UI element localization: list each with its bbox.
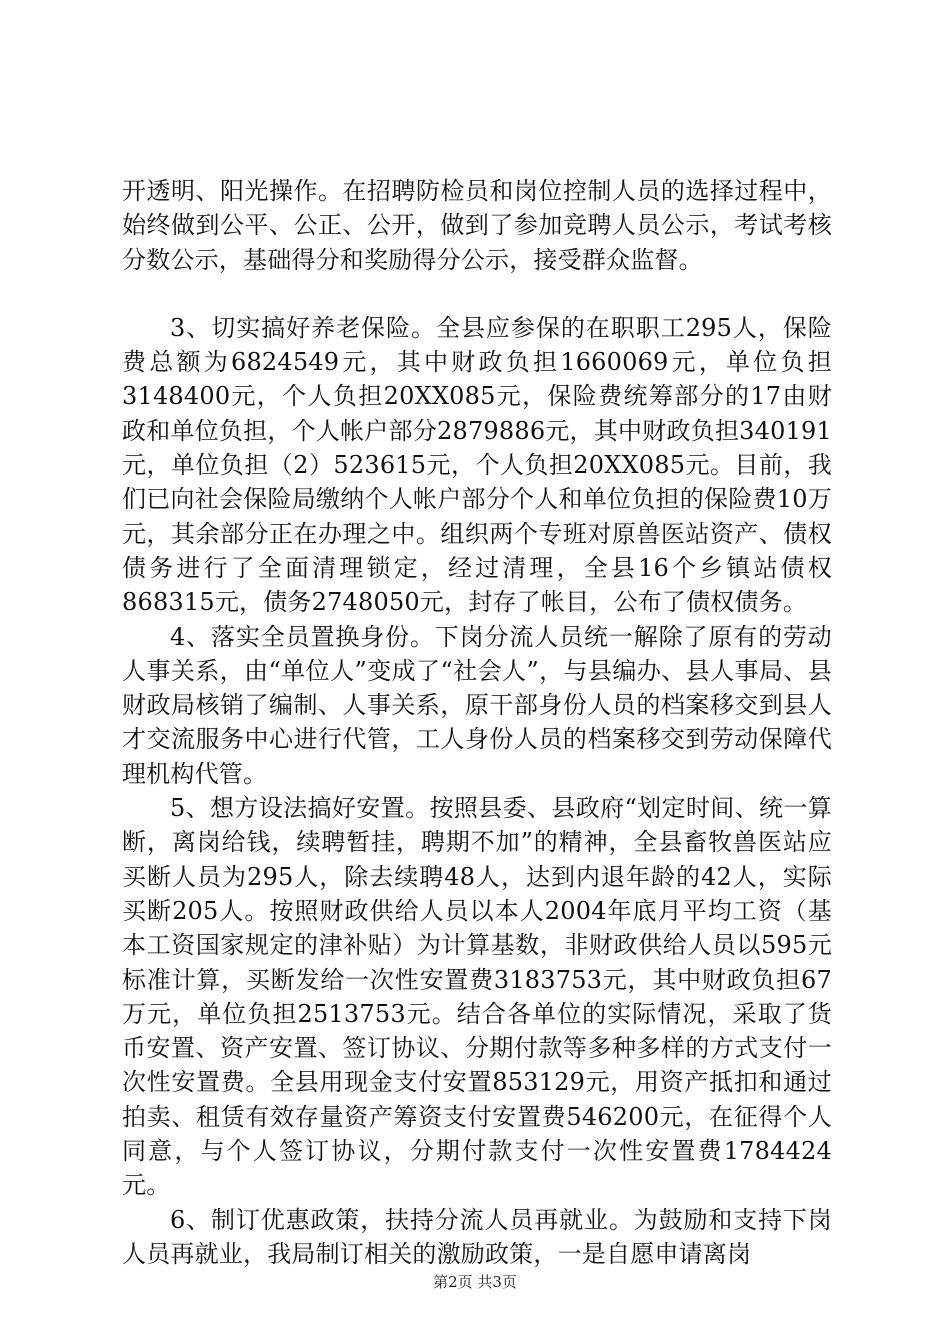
paragraph-identity-replacement: 4、落实全员置换身份。下岗分流人员统一解除了原有的劳动人事关系，由“单位人”变成了“社会人”，与县编办、县人事局、县财政局核销了编制、人事关系，原干部身份人员的档案移交到县人才交流服务中心进行代管，工人身份人员的档案移交到劳动保障代理机构代管。 — [122, 622, 832, 788]
paragraph-resettlement: 5、想方设法搞好安置。按照县委、县政府“划定时间、统一算断，离岗给钱，续聘暂挂，聘期不加”的精神，全县畜牧兽医站应买断人员为295人，除去续聘48人，达到内退年龄的42人，实际买断205人。按照财政供给人员以本人2004年底月平均工资（基本工资国家规定的津补贴）为计算基数，非财政供给人员以595元标准计算，买断发给一次性安置费3183753元，其中财政负担67万元，单位负担2513753元。结合各单位的实际情况，采取了货币安置、资产安置、签订协议、分期付款等多种多样的方式支付一次性安置费。全县用现金支付安置853129元，用资产抵扣和通过拍卖、租赁有效存量资产筹资支付安置费546200元，在征得个人同意，与个人签订协议，分期付款支付一次性安置费1784424元。 — [122, 794, 832, 1200]
page-number-footer: 第2页 共3页 — [433, 1273, 517, 1291]
document-body — [122, 174, 832, 1271]
paragraph-continuation: 开透明、阳光操作。在招聘防检员和岗位控制人员的选择过程中，始终做到公平、公正、公开，做到了参加竞聘人员公示，考试考核分数公示，基础得分和奖励得分公示，接受群众监督。 — [122, 177, 832, 274]
paragraph-pension-insurance: 3、切实搞好养老保险。全县应参保的在职职工295人，保险费总额为6824549元，其中财政负担1660069元，单位负担3148400元，个人负担20XX085元，保险费统筹部分的17由财政和单位负担，个人帐户部分2879886元，其中财政负担340191元，单位负担（2）523615元，个人负担20XX085元。目前，我们已向社会保险局缴纳个人帐户部分个人和单位负担的保险费10万元，其余部分正在办理之中。组织两个专班对原兽医站资产、债权债务进行了全面清理锁定，经过清理，全县16个乡镇站债权868315元，债务2748050元，封存了帐目，公布了债权债务。 — [122, 313, 832, 617]
paragraph-reemployment-policy: 6、制订优惠政策，扶持分流人员再就业。为鼓励和支持下岗人员再就业，我局制订相关的激励政策，一是自愿申请离岗 — [122, 1205, 832, 1268]
